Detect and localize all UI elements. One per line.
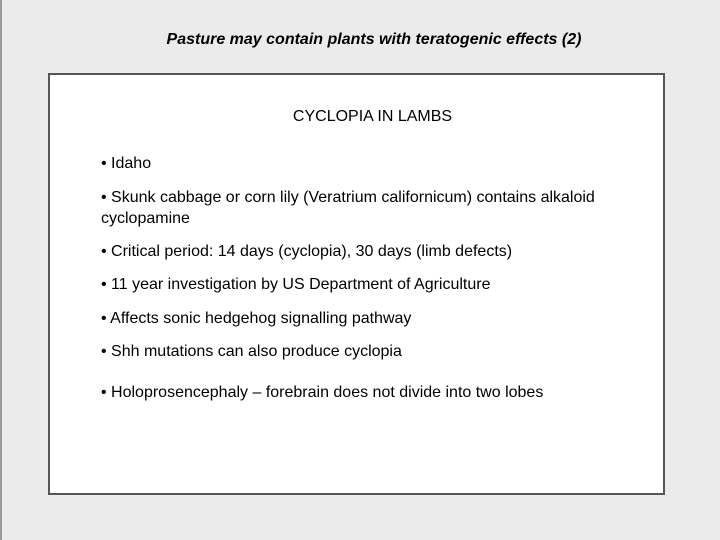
bullet-item: • Skunk cabbage or corn lily (Veratrium californicum) contains alkaloid cyclopamine (101, 189, 595, 227)
bullet-item: • Idaho (101, 155, 152, 172)
bullet-item: • Holoprosencephaly – forebrain does not divide into two lobes (101, 384, 544, 401)
slide-title: Pasture may contain plants with teratogenic effects (2) (166, 31, 582, 48)
bullet-item: • Critical period: 14 days (cyclopia), 30 days (limb defects) (101, 243, 513, 260)
bullet-item: • Shh mutations can also produce cyclopia (101, 343, 402, 360)
slide-left-edge (0, 0, 2, 540)
bullet-item: • 11 year investigation by US Department of Agriculture (101, 276, 491, 293)
box-heading: CYCLOPIA IN LAMBS (292, 108, 453, 125)
content-box (48, 73, 665, 495)
bullet-item: • Affects sonic hedgehog signalling pathway (101, 310, 412, 327)
